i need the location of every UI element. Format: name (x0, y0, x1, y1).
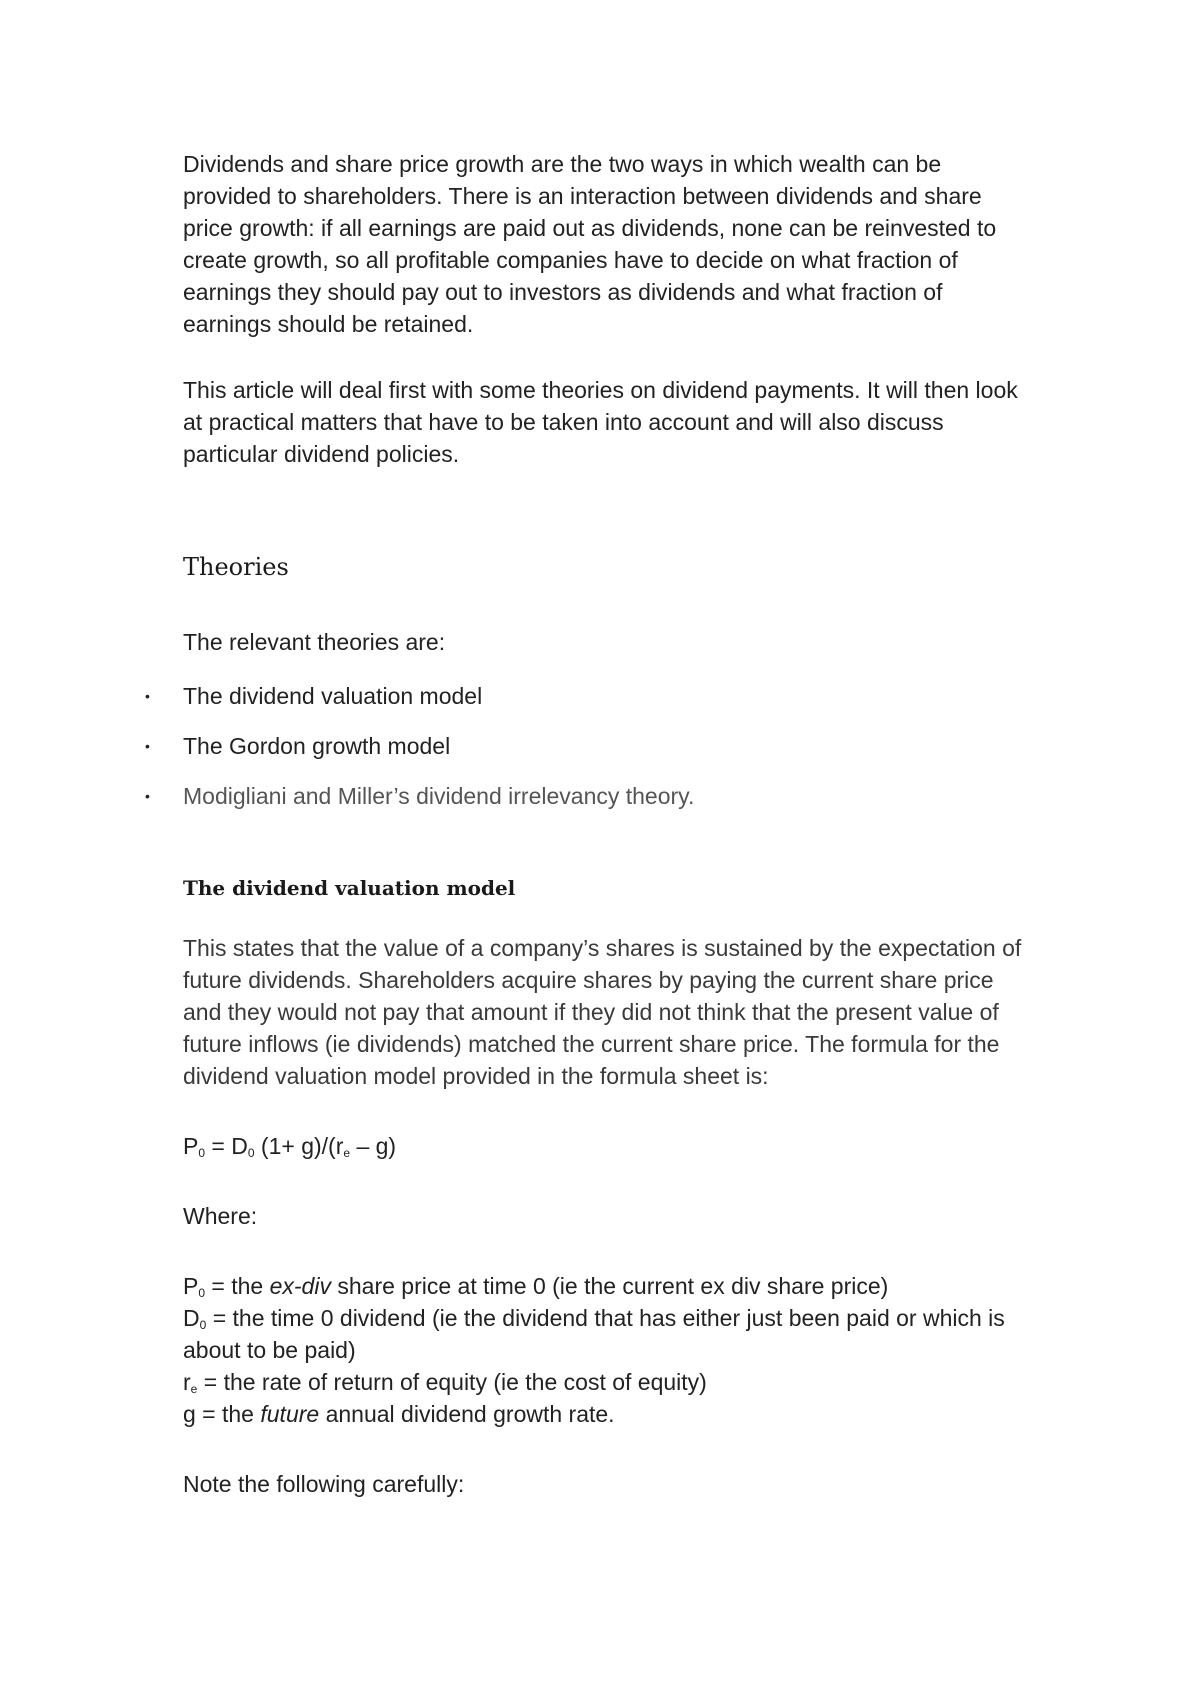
note-text: Note the following carefully: (183, 1471, 465, 1497)
list-item-label: The dividend valuation model (183, 683, 483, 709)
theories-intro: The relevant theories are: (183, 629, 446, 655)
bullet-icon: • (145, 738, 150, 754)
dvm-formula: $P_0 = D_0$ $(1+ g)/(r_e - g)$ (183, 1133, 397, 1160)
dividend-valuation-model-heading: The dividend valuation model (183, 876, 516, 900)
theories-heading: Theories (183, 553, 289, 581)
intro-paragraph-2: This article will deal first with some theories on dividend payments. It will then look at practical matters that have to be taken into account and will also discuss particular dividend policies. (183, 377, 1018, 467)
dvm-description: This states that the value of a company’s shares is sustained by the expectation of future dividends. Shareholders acquire shares by paying the current share price and they would not pay that amount if they did not think that the present value of future inflows (ie dividends) matched the current share price. The formula for the dividend valuation model provided in the formula sheet is: (183, 935, 1022, 1089)
definition-g: g = the future annual dividend growth rate. (183, 1401, 615, 1427)
list-item (145, 780, 1033, 812)
list-item (145, 680, 1033, 712)
theories-list (145, 680, 1033, 812)
document-page (145, 148, 1033, 1500)
where-label: Where: (183, 1203, 258, 1229)
list-item-label: Modigliani and Miller’s dividend irrelevancy theory. (183, 783, 695, 809)
definition-re: $r_e$ = the rate of return of equity (ie the cost of equity) (183, 1369, 707, 1396)
list-item-label: The Gordon growth model (183, 733, 451, 759)
definition-p0: $P_0$ = the ex-div share price at time 0 (ie the current ex div share price) (183, 1273, 889, 1300)
bullet-icon: • (145, 688, 150, 704)
definition-d0: $D_0$ = the time 0 dividend (ie the dividend that has either just been paid or which is about to be paid) (183, 1305, 1005, 1363)
intro-paragraph-1: Dividends and share price growth are the two ways in which wealth can be provided to shareholders. There is an interaction between dividends and share price growth: if all earnings are paid out as dividends, none can be reinvested to create growth, so all profitable companies have to decide on what fraction of earnings they should pay out to investors as dividends and what fraction of earnings should be retained. (183, 151, 997, 337)
formula-definitions (183, 1270, 1033, 1430)
list-item (145, 730, 1033, 762)
bullet-icon: • (145, 788, 150, 804)
